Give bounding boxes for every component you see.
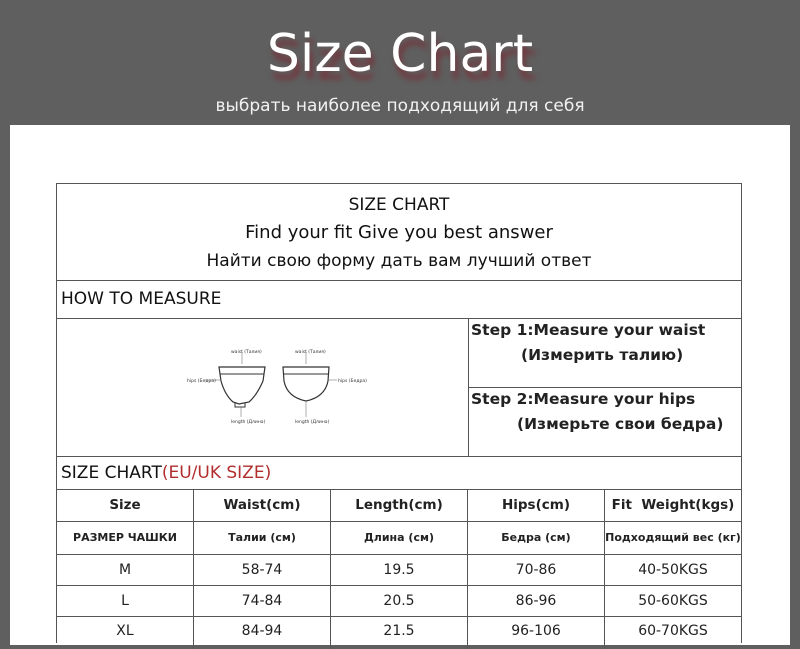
divider (57, 616, 741, 617)
column-header-weight: Fit Weight(kgs) (611, 497, 735, 513)
divider (57, 585, 741, 586)
table-cell: 21.5 (383, 623, 415, 639)
divider (468, 387, 741, 388)
divider (57, 456, 741, 457)
table-cell: 86-96 (515, 593, 557, 609)
step2-ru-text: (Измерьте свои бедра) (517, 415, 724, 433)
diagram-label-hips: hips (Бедра) (187, 379, 216, 384)
column-header-hips: Hips(cm) (501, 497, 571, 513)
how-to-measure-heading: HOW TO MEASURE (61, 289, 222, 309)
column-header-size-ru: РАЗМЕР ЧАШКИ (73, 531, 177, 544)
table-cell: 70-86 (515, 562, 557, 578)
column-header-waist: Waist(cm) (223, 497, 301, 513)
table-cell: 40-50KGS (638, 562, 708, 578)
step1-ru-text: (Измерить талию) (521, 346, 684, 364)
diagram-label-hips: hips (Бедра) (338, 379, 367, 384)
column-header-waist-ru: Талии (см) (228, 531, 296, 544)
column-header-size: Size (109, 497, 141, 513)
column-header-length-ru: Длина (см) (364, 531, 434, 544)
brief-front-outline (219, 367, 265, 404)
size-chart-heading (61, 462, 271, 484)
column-header-weight-ru: Подходящий вес (кг) (605, 531, 741, 544)
table-cell: M (118, 562, 132, 578)
table-cell: 20.5 (383, 593, 415, 609)
table-cell: XL (116, 623, 134, 639)
column-header-hips-ru: Бедра (см) (501, 531, 571, 544)
diagram-label-waist: waist (Талия) (231, 350, 262, 355)
sheet-tagline-ru: Найти свою форму дать вам лучший ответ (206, 251, 592, 271)
size-chart-sheet (56, 183, 742, 643)
sheet-title: SIZE CHART (348, 195, 450, 215)
underwear-diagram (187, 347, 367, 427)
table-cell: 84-94 (241, 623, 283, 639)
step2-text: Step 2:Measure your hips (471, 390, 696, 408)
divider (57, 280, 741, 281)
measure-diagram-panel (57, 319, 468, 455)
diagram-label-length: length (Длина) (295, 420, 330, 425)
divider (57, 521, 741, 522)
diagram-label-waist: waist (Талия) (295, 350, 326, 355)
diagram-label-length: length (Длина) (231, 420, 266, 425)
size-chart-heading-main: SIZE CHART (61, 463, 162, 483)
table-cell: 50-60KGS (638, 593, 708, 609)
table-cell: 19.5 (383, 562, 415, 578)
table-cell: L (121, 593, 129, 609)
divider (57, 554, 741, 555)
size-chart-heading-region: (EU/UK SIZE) (161, 463, 272, 483)
table-cell: 60-70KGS (638, 623, 708, 639)
banner-title: Size Chart (266, 24, 534, 84)
step1-text: Step 1:Measure your waist (471, 321, 706, 339)
table-cell: 96-106 (511, 623, 561, 639)
banner-subtitle: выбрать наиболее подходящий для себя (215, 96, 585, 116)
table-cell: 74-84 (241, 593, 283, 609)
divider (57, 489, 741, 490)
brief-back-outline (283, 367, 329, 401)
sheet-tagline-en: Find your fit Give you best answer (245, 222, 553, 243)
table-cell: 58-74 (241, 562, 283, 578)
column-header-length: Length(cm) (355, 497, 443, 513)
